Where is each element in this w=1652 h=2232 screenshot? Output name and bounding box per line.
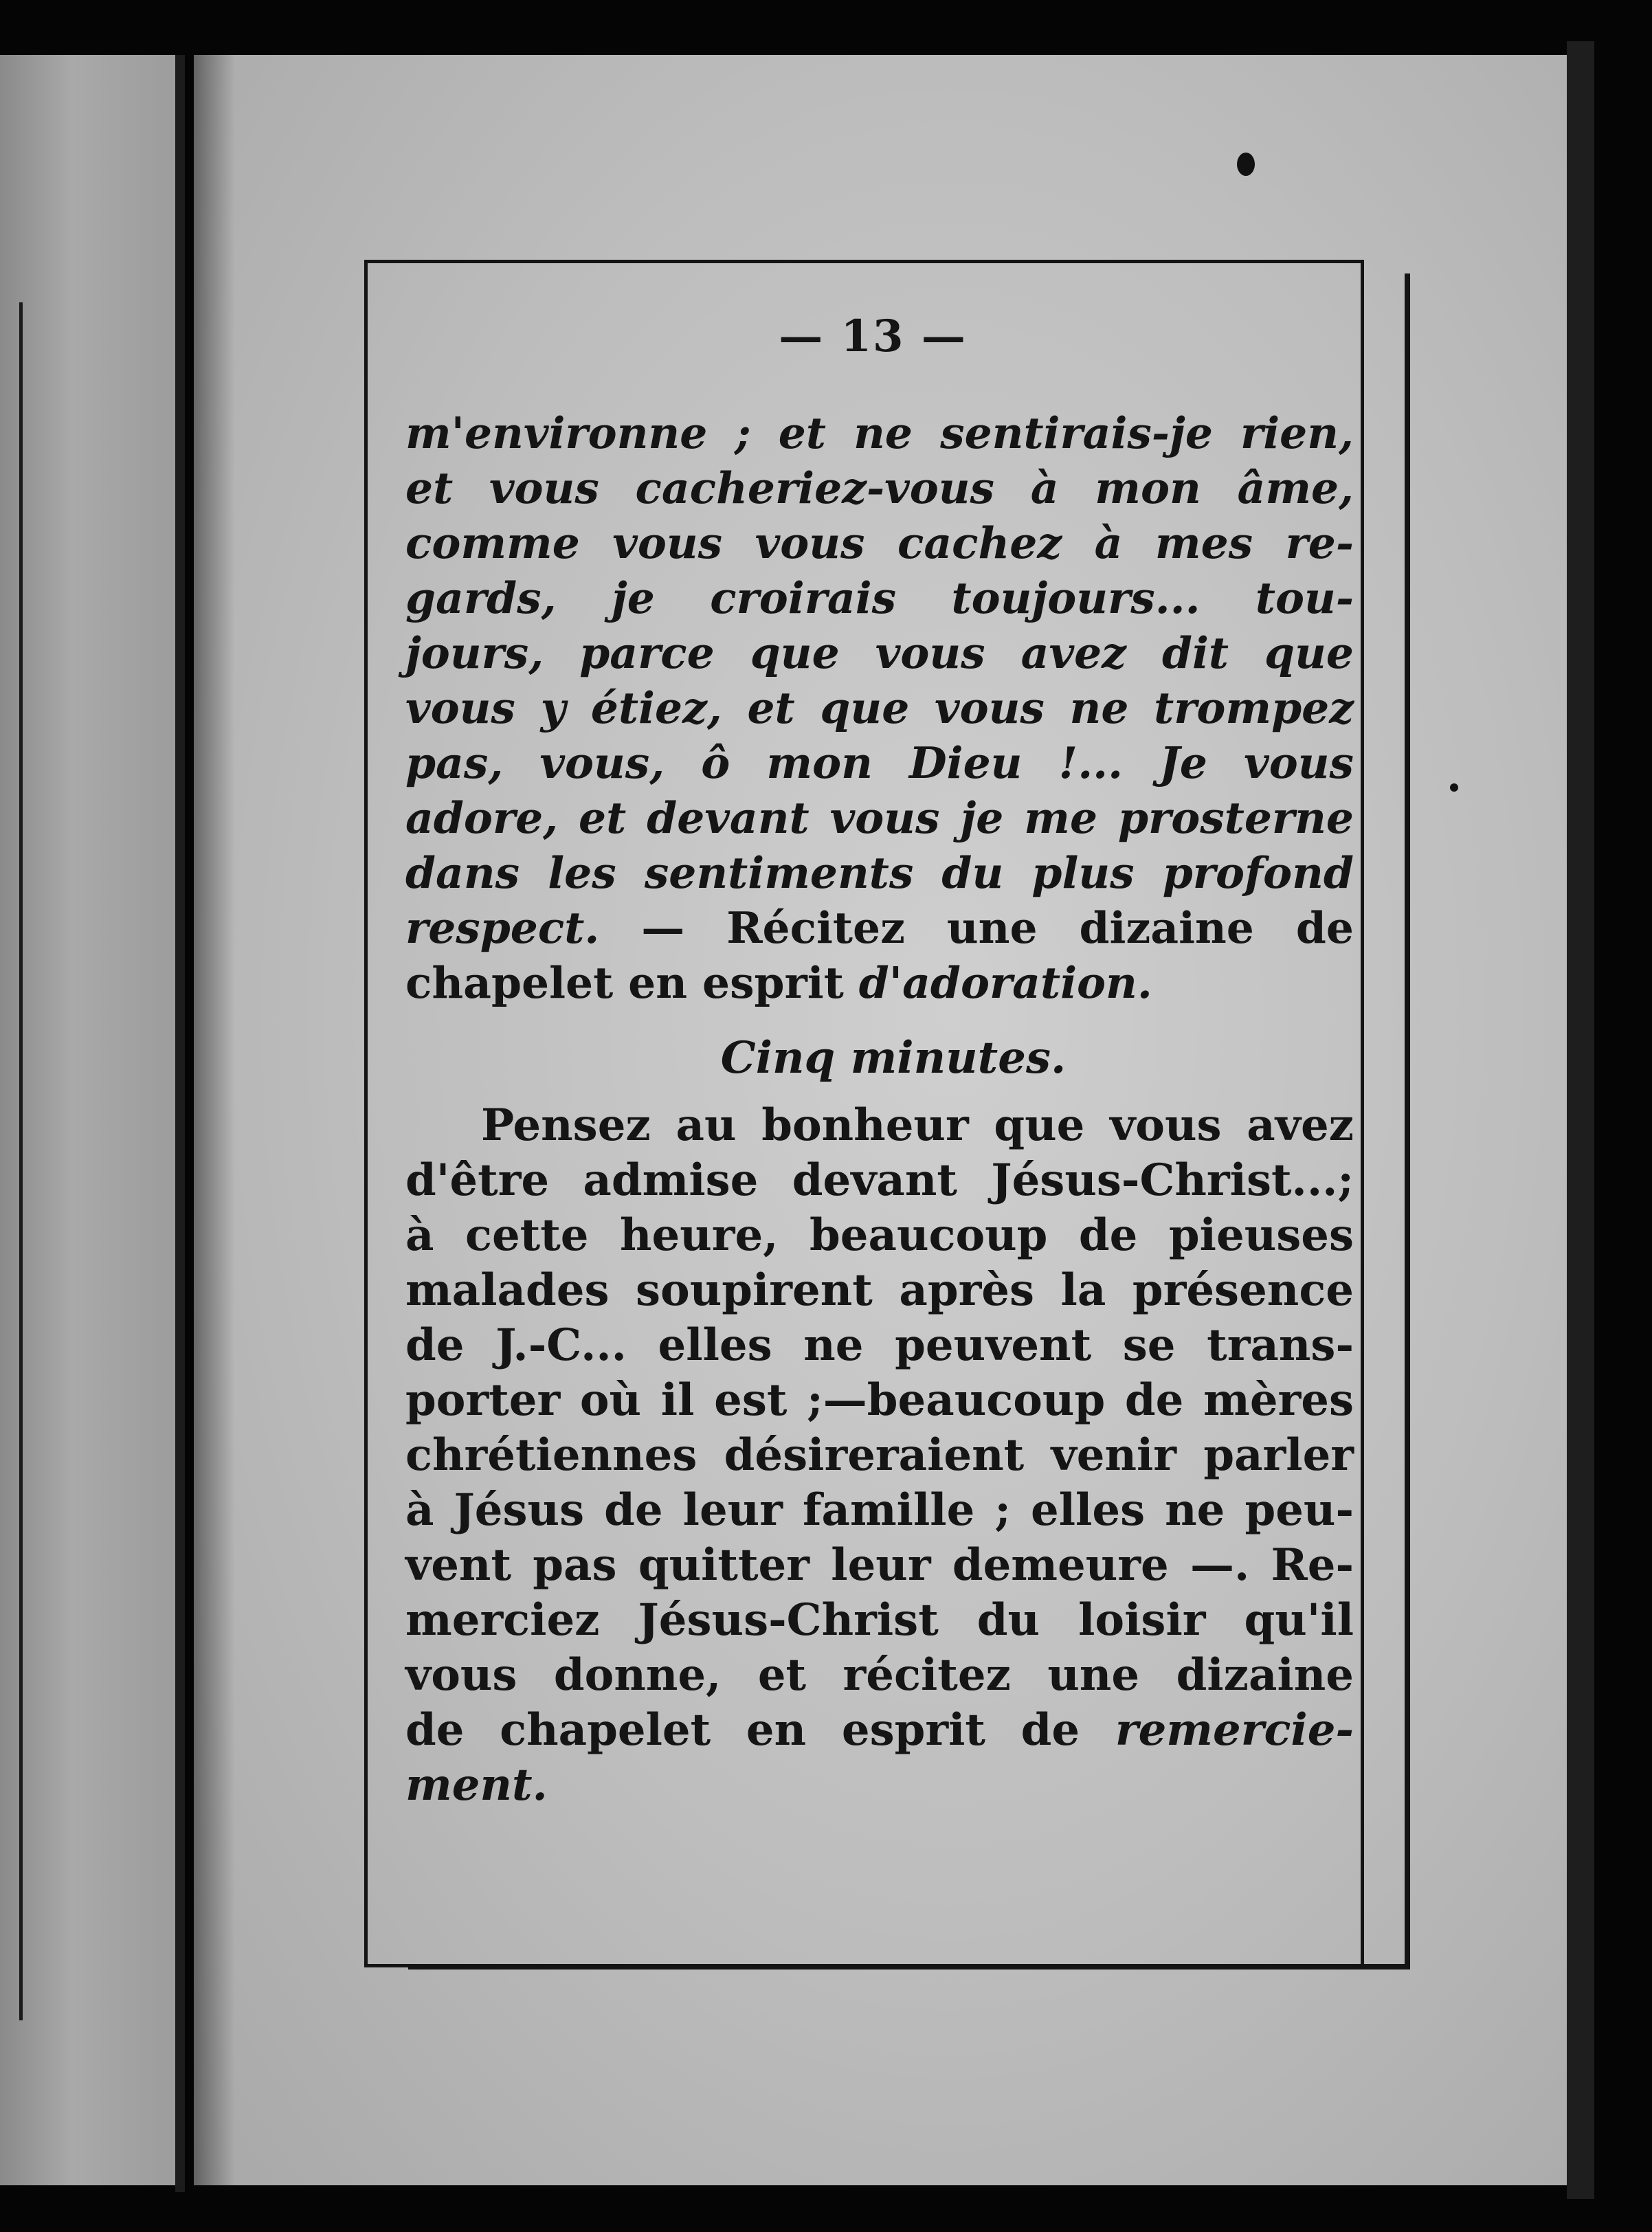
roman-text: — Récitez une dizaine de	[599, 902, 1354, 953]
roman-text: chapelet en esprit	[405, 957, 859, 1008]
text-line: ment.	[405, 1759, 548, 1811]
text-line: jours, parce que vous avez dit que	[405, 627, 1354, 678]
text-line: malades soupirent après la présence	[405, 1264, 1354, 1316]
text-line: pas, vous, ô mon Dieu !... Je vous	[405, 737, 1354, 788]
italic-text: d'adoration.	[858, 957, 1152, 1008]
text-line: adore, et devant vous je me prosterne	[405, 792, 1354, 843]
text-line: chrétiennes désireraient venir parler	[405, 1429, 1354, 1481]
text-line: gards, je croirais toujours... tou-	[405, 572, 1354, 623]
text-line: d'être admise devant Jésus-Christ...;	[405, 1154, 1354, 1206]
section-heading: Cinq minutes.	[720, 1032, 1067, 1084]
prayer-paragraph	[405, 405, 1354, 1010]
text-line: vent pas quitter leur demeure —. Re-	[405, 1539, 1354, 1591]
frame-right-rule	[1405, 274, 1410, 1969]
text-line: vous donne, et récitez une dizaine	[405, 1649, 1354, 1701]
text-line	[405, 955, 1354, 1010]
text-line	[405, 1703, 1354, 1758]
meditation-paragraph	[405, 1098, 1354, 1813]
previous-page-frame-rule	[19, 302, 23, 2020]
text-line: merciez Jésus-Christ du loisir qu'il	[405, 1594, 1354, 1646]
text-line: à cette heure, beaucoup de pieuses	[405, 1209, 1354, 1261]
gutter-shadow	[194, 55, 235, 2185]
text-line: vous y étiez, et que vous ne trompez	[405, 682, 1354, 733]
page-text	[405, 302, 1354, 1813]
page-number: — 13 —	[779, 311, 967, 362]
text-line: m'environne ; et ne sentirais-je rien,	[405, 408, 1354, 458]
frame-bottom-rule	[408, 1964, 1410, 1969]
page-right-edge	[1567, 41, 1594, 2199]
text-line	[405, 900, 1354, 955]
text-line: comme vous vous cachez à mes re-	[405, 517, 1354, 568]
ink-speck	[1450, 783, 1458, 792]
roman-text: de chapelet en esprit de	[405, 1704, 1115, 1756]
text-line: porter où il est ;—beaucoup de mères	[405, 1374, 1354, 1426]
text-line: et vous cacheriez-vous à mon âme,	[405, 462, 1354, 513]
previous-page-margin	[0, 55, 180, 2185]
text-line: de J.-C... elles ne peuvent se trans-	[405, 1319, 1354, 1371]
italic-text: respect.	[405, 902, 600, 953]
ink-speck	[1237, 153, 1255, 176]
text-line: dans les sentiments du plus profond	[405, 847, 1354, 898]
text-line: Pensez au bonheur que vous avez	[481, 1100, 1354, 1151]
italic-text: remercie-	[1115, 1704, 1354, 1756]
page-gutter	[175, 55, 185, 2192]
text-line: à Jésus de leur famille ; elles ne peu-	[405, 1484, 1354, 1536]
